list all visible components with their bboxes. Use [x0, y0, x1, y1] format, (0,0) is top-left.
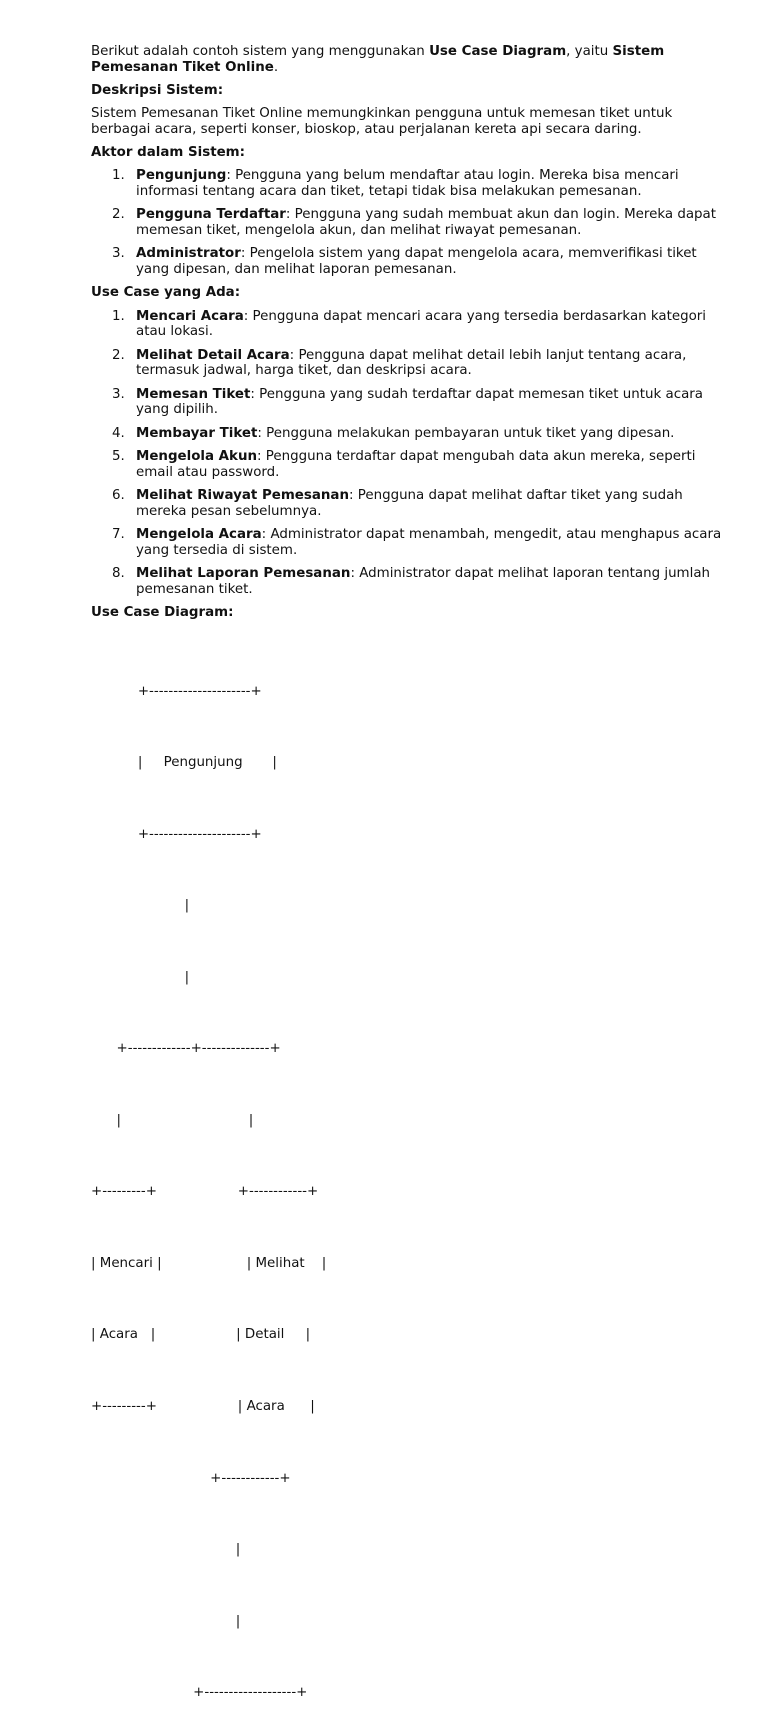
diagram-line: |: [91, 1542, 241, 1558]
intro-paragraph: Berikut adalah contoh sistem yang menggunakan Use Case Diagram, yaitu Sistem Pemesanan Tiket Online.: [91, 44, 665, 75]
diagram-line: | |: [91, 1112, 254, 1128]
document-page: [91, 44, 731, 629]
list-item: 5. Mengelola Akun: Pengguna terdaftar dapat mengubah data akun mereka, seperti email atau password.: [112, 449, 696, 480]
diagram-line: +------------+: [91, 1470, 291, 1486]
heading-aktor: Aktor dalam Sistem:: [91, 144, 245, 160]
diagram-line: |: [91, 898, 190, 914]
intro-bold-system-name: Sistem Pemesanan Tiket Online: [91, 44, 665, 75]
diagram-line: +-------------+--------------+: [91, 1041, 281, 1057]
deskripsi-text: Sistem Pemesanan Tiket Online memungkinkan pengguna untuk memesan tiket untuk berbagai acara, seperti konser, bioskop, atau perjalanan kereta api secara daring.: [91, 106, 673, 137]
diagram-line: +---------------------+: [91, 826, 262, 842]
ascii-diagram: [91, 632, 326, 1729]
diagram-line: |: [91, 969, 190, 985]
aktor-list: [91, 168, 731, 277]
diagram-line: | Pengunjung |: [91, 755, 277, 771]
diagram-line: +-------------------+: [91, 1685, 308, 1701]
list-item: 8. Melihat Laporan Pemesanan: Administrator dapat melihat laporan tentang jumlah pemesanan tiket.: [112, 566, 711, 597]
list-item: 3. Memesan Tiket: Pengguna yang sudah terdaftar dapat memesan tiket untuk acara yang dipilih.: [112, 386, 703, 417]
heading-use-case-diagram: Use Case Diagram:: [91, 605, 234, 620]
list-item: 6. Melihat Riwayat Pemesanan: Pengguna dapat melihat daftar tiket yang sudah mereka pesan sebelumnya.: [112, 488, 683, 519]
list-item: 4. Membayar Tiket: Pengguna melakukan pembayaran untuk tiket yang dipesan.: [112, 425, 675, 441]
intro-bold-use-case-diagram: Use Case Diagram: [429, 44, 567, 59]
heading-deskripsi: Deskripsi Sistem:: [91, 82, 224, 98]
use-case-list: [91, 309, 731, 598]
heading-use-case: Use Case yang Ada:: [91, 285, 241, 300]
list-item: 7. Mengelola Acara: Administrator dapat menambah, mengedit, atau menghapus acara yang tersedia di sistem.: [112, 527, 722, 558]
diagram-line: | Acara | | Detail |: [91, 1327, 311, 1343]
diagram-line: +---------+ | Acara |: [91, 1399, 315, 1414]
list-item: 3. Administrator: Pengelola sistem yang dapat mengelola acara, memverifikasi tiket yang dipesan, dan melihat laporan pemesanan.: [112, 246, 697, 277]
list-item: 1. Pengunjung: Pengguna yang belum mendaftar atau login. Mereka bisa mencari informasi tentang acara dan tiket, tetapi tidak bisa melakukan pemesanan.: [112, 168, 679, 199]
list-item: 2. Pengguna Terdaftar: Pengguna yang sudah membuat akun dan login. Mereka dapat memesan tiket, mengelola akun, dan melihat riwayat pemesanan.: [112, 207, 716, 238]
diagram-line: +---------+ +------------+: [91, 1184, 319, 1200]
diagram-line: | Mencari | | Melihat |: [91, 1255, 327, 1271]
list-item: 2. Melihat Detail Acara: Pengguna dapat melihat detail lebih lanjut tentang acara, termasuk jadwal, harga tiket, dan deskripsi acara.: [112, 347, 687, 378]
diagram-line: |: [91, 1613, 241, 1629]
diagram-line: +---------------------+: [91, 683, 262, 699]
list-item: 1. Mencari Acara: Pengguna dapat mencari acara yang tersedia berdasarkan kategori atau lokasi.: [112, 308, 707, 339]
